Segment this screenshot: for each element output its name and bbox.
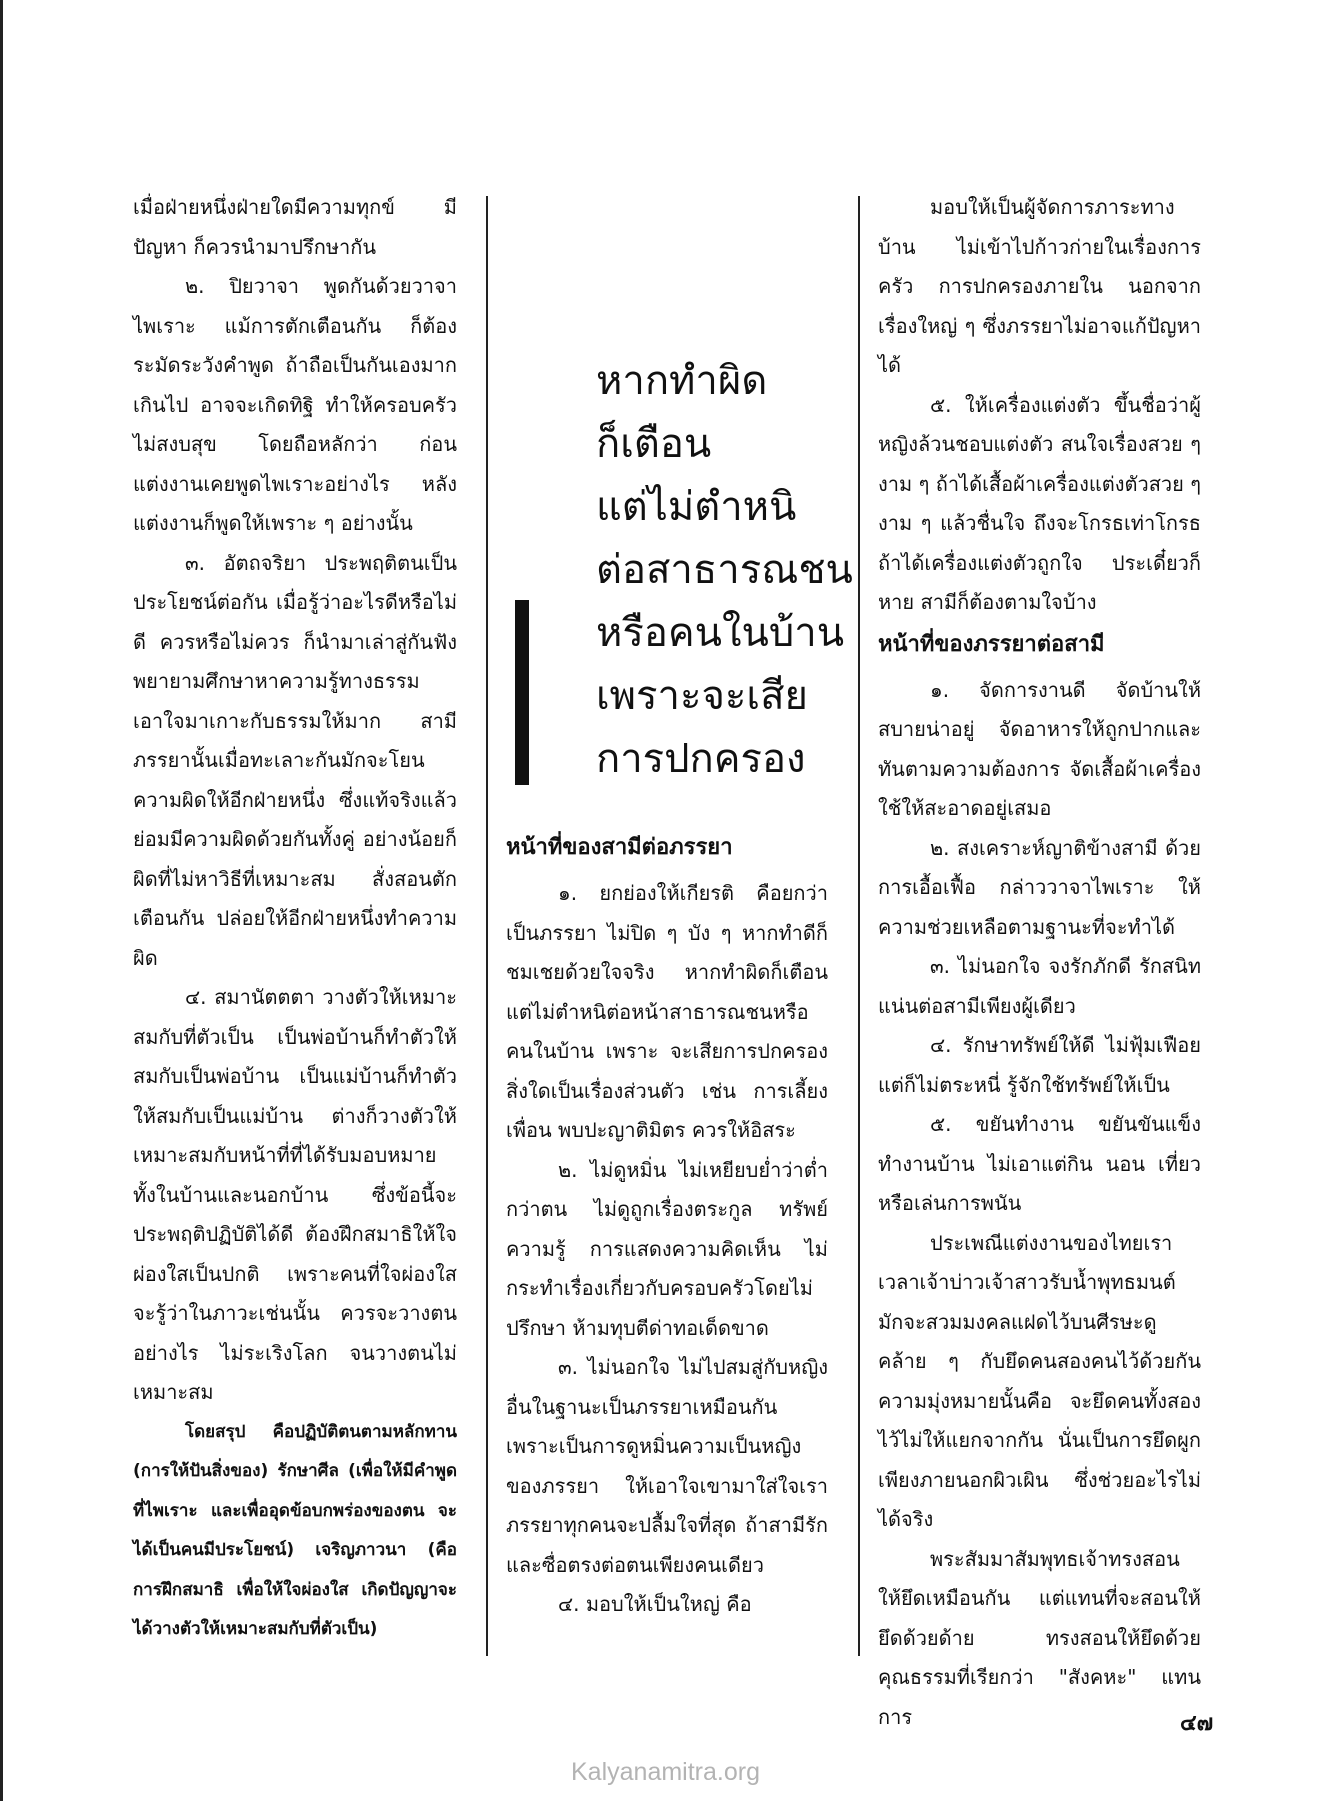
right-paragraph-2: ๕. ให้เครื่องแต่งตัว ขึ้นชื่อว่าผู้หญิงล้วนชอบแต่งตัว สนใจเรื่องสวย ๆ งาม ๆ ถ้าได้เสื้อผ้าเครื่องแต่งตัวสวย ๆ งาม ๆ แล้วชื่นใจ ถึงจะโกรธเท่าโกรธ ถ้าได้เครื่องแต่งตัวถูกใจ ประเดี๋ยวก็หาย สามีก็ต้องตามใจบ้าง bbox=[878, 392, 1201, 614]
left-paragraph-summary: โดยสรุป คือปฏิบัติตนตามหลักทาน (การให้ปันสิ่งของ) รักษาศีล (เพื่อให้มีคำพูดที่ไพเราะ และเพื่ออุดข้อบกพร่องของตน จะได้เป็นคนมีประโยชน์) เจริญภาวนา (คือ การฝึกสมาธิ เพื่อให้ใจผ่องใส เกิดปัญญาจะได้วางตัวให้เหมาะสมกับที่ตัวเป็น) bbox=[133, 1421, 457, 1639]
pullquote-bar bbox=[515, 600, 529, 785]
left-paragraph-4: ๔. สมานัตตตา วางตัวให้เหมาะสมกับที่ตัวเป็น เป็นพ่อบ้านก็ทำตัวให้สมกับเป็นพ่อบ้าน เป็นแม่บ้านก็ทำตัวให้สมกับเป็นแม่บ้าน ต่างก็วางตัวให้เหมาะสมกับหน้าที่ที่ได้รับมอบหมายทั้งในบ้านและนอกบ้าน ซึ่งข้อนี้จะประพฤติปฏิบัติได้ดี ต้องฝึกสมาธิให้ใจผ่องใสเป็นปกติ เพราะคนที่ใจผ่องใสจะรู้ว่าในภาวะเช่นนั้น ควรจะวางตนอย่างไร ไม่ระเริงโลก จนวางตนไม่เหมาะสม bbox=[133, 985, 457, 1404]
middle-paragraph-1: ๑. ยกย่องให้เกียรติ คือยกว่าเป็นภรรยา ไม่ปิด ๆ บัง ๆ หากทำดีก็ชมเชยด้วยใจจริง หากทำผิดก็เตือนแต่ไม่ตำหนิต่อหน้าสาธารณชนหรือคนในบ้าน เพราะ จะเสียการปกครอง สิ่งใดเป็นเรื่องส่วนตัว เช่น การเลี้ยงเพื่อน พบปะญาติมิตร ควรให้อิสระ bbox=[506, 881, 828, 1142]
section-heading-wife-duties: หน้าที่ของภรรยาต่อสามี bbox=[878, 631, 1105, 657]
pullquote-line: หากทำผิด bbox=[596, 358, 768, 404]
pullquote-line: หรือคนในบ้าน bbox=[596, 610, 845, 656]
right-column bbox=[878, 188, 1201, 1737]
right-paragraph-3: ๑. จัดการงานดี จัดบ้านให้สบายน่าอยู่ จัดอาหารให้ถูกปากและทันตามความต้องการ จัดเสื้อผ้าเครื่องใช้ให้สะอาดอยู่เสมอ bbox=[878, 677, 1201, 820]
right-paragraph-7: ๕. ขยันทำงาน ขยันขันแข็งทำงานบ้าน ไม่เอาแต่กิน นอน เที่ยว หรือเล่นการพนัน bbox=[878, 1112, 1201, 1215]
column-rule-left bbox=[486, 196, 488, 1656]
section-heading-husband-duties: หน้าที่ของสามีต่อภรรยา bbox=[506, 835, 733, 860]
pullquote-line: แต่ไม่ตำหนิ bbox=[596, 484, 797, 530]
left-paragraph-1: เมื่อฝ่ายหนึ่งฝ่ายใดมีความทุกข์ มีปัญหา ก็ควรนำมาปรึกษากัน bbox=[133, 195, 457, 259]
pullquote-line: ต่อสาธารณชน bbox=[596, 547, 853, 593]
right-paragraph-6: ๔. รักษาทรัพย์ให้ดี ไม่ฟุ้มเฟือยแต่ก็ไม่ตระหนี่ รู้จักใช้ทรัพย์ให้เป็น bbox=[878, 1033, 1201, 1097]
pullquote-line: เพราะจะเสีย bbox=[596, 673, 808, 719]
watermark: Kalyanamitra.org bbox=[571, 1758, 760, 1786]
right-paragraph-9: พระสัมมาสัมพุทธเจ้าทรงสอนให้ยึดเหมือนกัน แต่แทนที่จะสอนให้ยึดด้วยด้าย ทรงสอนให้ยึดด้วยคุณธรรมที่เรียกว่า "สังคหะ" แทน การ bbox=[878, 1546, 1201, 1729]
column-rule-right bbox=[858, 196, 860, 1656]
left-paragraph-3: ๓. อัตถจริยา ประพฤติตนเป็นประโยชน์ต่อกัน เมื่อรู้ว่าอะไรดีหรือไม่ดี ควรหรือไม่ควร ก็นำมาเล่าสู่กันฟัง พยายามศึกษาหาความรู้ทางธรรม เอาใจมาเกาะกับธรรมให้มาก สามีภรรยานั้นเมื่อทะเลาะกันมักจะโยนความผิดให้อีกฝ่ายหนึ่ง ซึ่งแท้จริงแล้ว ย่อมมีความผิดด้วยกันทั้งคู่ อย่างน้อยก็ผิดที่ไม่หาวิธีที่เหมาะสม สั่งสอนตักเตือนกัน ปล่อยให้อีกฝ่ายหนึ่งทำความผิด bbox=[133, 550, 457, 970]
pullquote-line: ก็เตือน bbox=[596, 421, 712, 467]
right-paragraph-4: ๒. สงเคราะห์ญาติข้างสามี ด้วยการเอื้อเฟื้อ กล่าววาจาไพเราะ ให้ความช่วยเหลือตามฐานะที่จะทำได้ bbox=[878, 835, 1201, 939]
pullquote-line: การปกครอง bbox=[596, 736, 806, 782]
middle-paragraph-4: ๔. มอบให้เป็นใหญ่ คือ bbox=[558, 1592, 752, 1616]
middle-column bbox=[506, 826, 828, 1625]
middle-paragraph-3: ๓. ไม่นอกใจ ไม่ไปสมสู่กับหญิงอื่นในฐานะเป็นภรรยาเหมือนกัน เพราะเป็นการดูหมิ่นความเป็นหญิงของภรรยา ให้เอาใจเขามาใส่ใจเรา ภรรยาทุกคนจะปลื้มใจที่สุด ถ้าสามีรักและซื่อตรงต่อตนเพียงคนเดียว bbox=[506, 1355, 828, 1577]
left-paragraph-2: ๒. ปิยวาจา พูดกันด้วยวาจาไพเราะ แม้การตักเตือนกัน ก็ต้องระมัดระวังคำพูด ถ้าถือเป็นกันเองมากเกินไป อาจจะเกิดทิฐิ ทำให้ครอบครัวไม่สงบสุข โดยถือหลักว่า ก่อนแต่งงานเคยพูดไพเราะอย่างไร หลังแต่งงานก็พูดให้เพราะ ๆ อย่างนั้น bbox=[133, 274, 457, 535]
page-left-edge bbox=[0, 0, 3, 1801]
middle-paragraph-2: ๒. ไม่ดูหมิ่น ไม่เหยียบย่ำว่าต่ำกว่าตน ไม่ดูถูกเรื่องตระกูล ทรัพย์ ความรู้ การแสดงความคิดเห็น ไม่กระทำเรื่องเกี่ยวกับครอบครัวโดยไม่ปรึกษา ห้ามทุบตีด่าทอเด็ดขาด bbox=[506, 1157, 828, 1340]
right-paragraph-5: ๓. ไม่นอกใจ จงรักภักดี รักสนิทแน่นต่อสามีเพียงผู้เดียว bbox=[878, 954, 1201, 1018]
right-paragraph-1: มอบให้เป็นผู้จัดการภาระทางบ้าน ไม่เข้าไปก้าวก่ายในเรื่องการครัว การปกครองภายใน นอกจากเรื่องใหญ่ ๆ ซึ่งภรรยาไม่อาจแก้ปัญหาได้ bbox=[878, 195, 1201, 377]
left-column bbox=[133, 188, 457, 1650]
right-paragraph-8: ประเพณีแต่งงานของไทยเรา เวลาเจ้าบ่าวเจ้าสาวรับน้ำพุทธมนต์ มักจะสวมมงคลแฝดไว้บนศีรษะดูคล้าย ๆ กับยึดคนสองคนไว้ด้วยกัน ความมุ่งหมายนั้นคือ จะยึดคนทั้งสองไว้ไม่ให้แยกจากกัน นั่นเป็นการยึดผูกเพียงภายนอกผิวเผิน ซึ่งช่วยอะไรไม่ได้จริง bbox=[878, 1230, 1201, 1531]
pullquote bbox=[596, 350, 853, 791]
page-number: ๔๗ bbox=[1180, 1711, 1214, 1736]
